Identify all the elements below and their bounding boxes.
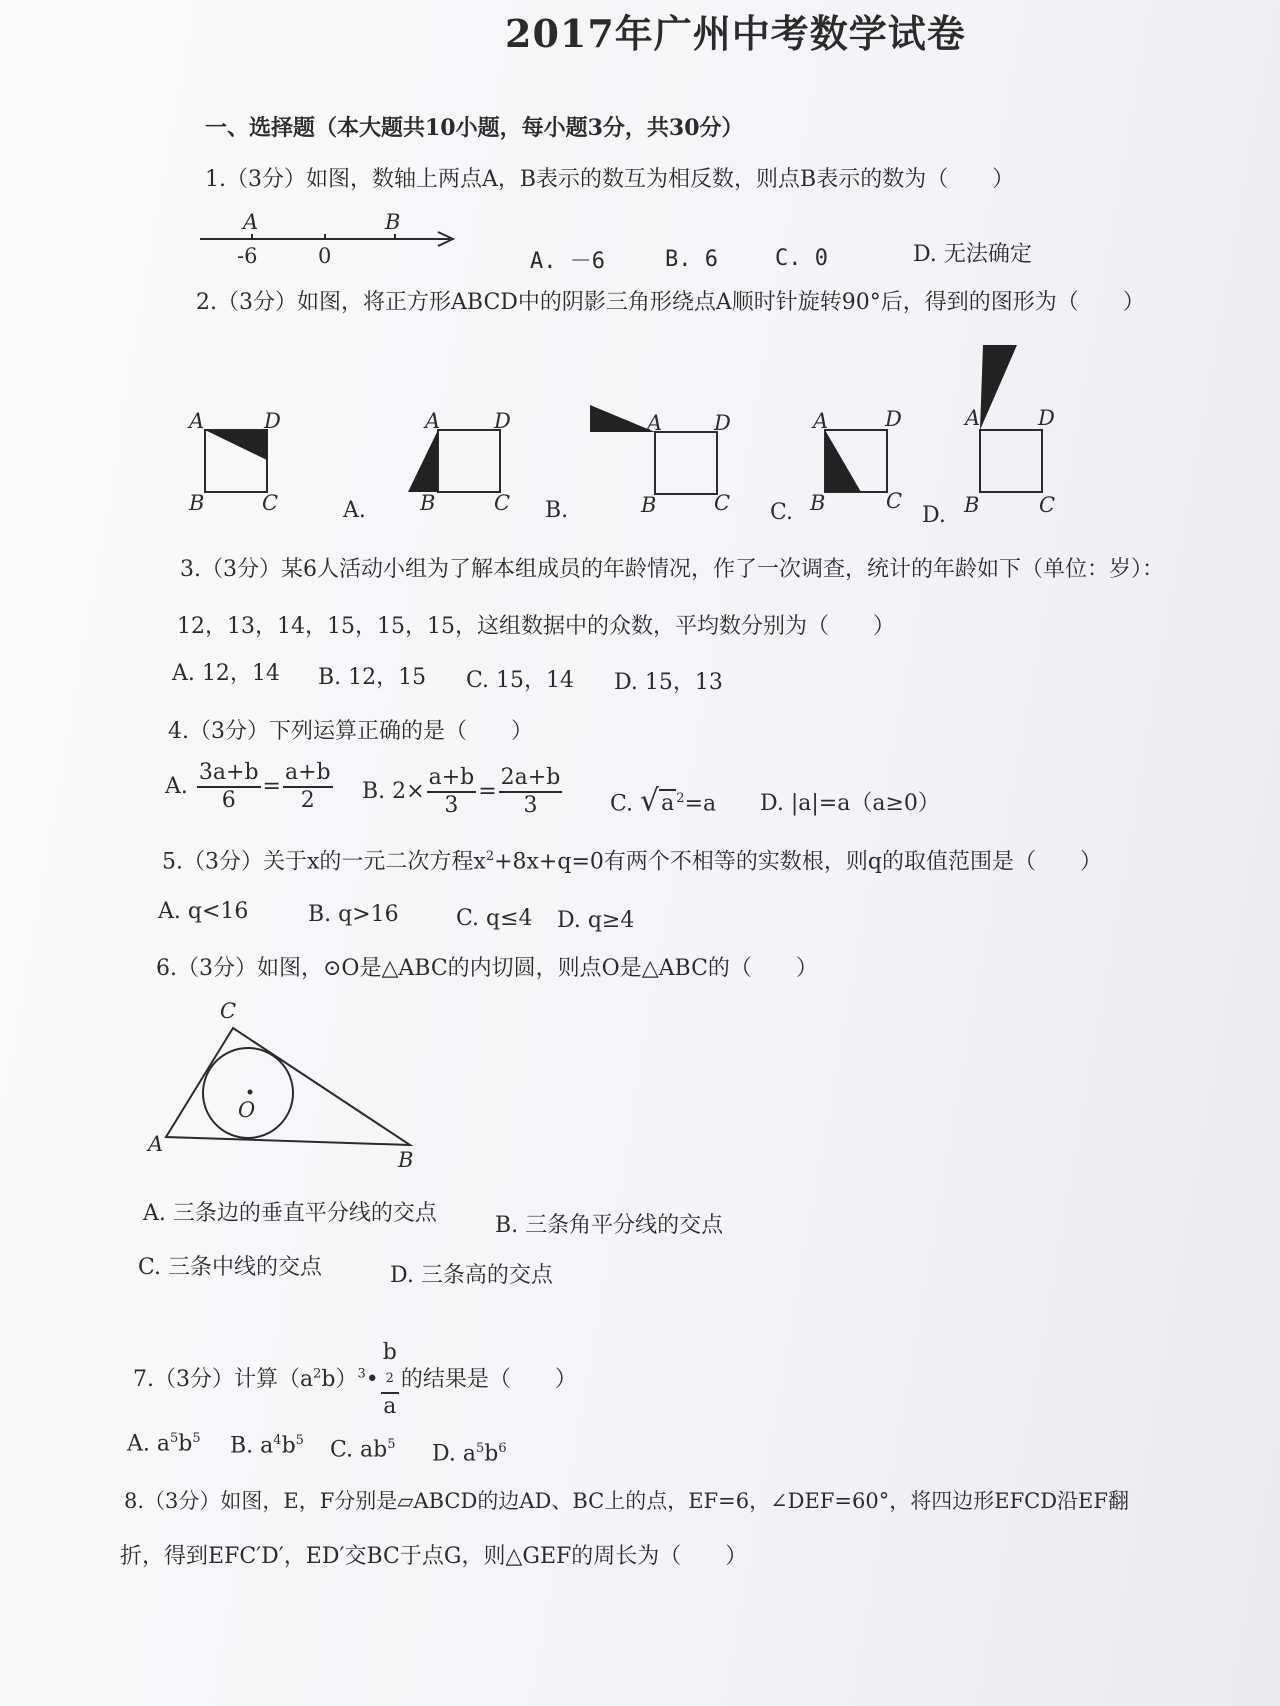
tick-zero: 0 [318, 244, 332, 268]
q1-option-a: A. －6 [530, 249, 605, 274]
q6-option-c: C. 三条中线的交点 [138, 1255, 323, 1280]
q4-option-b: B. 2× $\frac{a+b}{3}$ = $\frac{2a+b}{3}$ [362, 765, 561, 818]
question-4-stem: 4.（3分）下列运算正确的是（ ） [168, 719, 533, 744]
number-line-figure [195, 205, 465, 268]
q7-option-d: D. $a^5b^6$ [432, 1441, 507, 1467]
q2-option-a-label: A. [343, 498, 366, 523]
incircle-triangle-figure [140, 995, 430, 1175]
q2-option-d-figure [955, 340, 1070, 520]
q1-option-c: C. 0 [775, 246, 828, 271]
q2-option-c-figure [805, 400, 930, 515]
q6-option-b: B. 三条角平分线的交点 [495, 1213, 724, 1238]
q5-option-b: B. q>16 [308, 902, 399, 927]
question-5-stem: 5.（3分）关于x的一元二次方程$x^2+8x+q=0$有两个不相等的实数根，则q的取值范围是（ ） [162, 849, 1102, 875]
q2-option-b-label: B. [545, 498, 569, 523]
section-heading: 一、选择题（本大题共10小题，每小题3分，共30分） [205, 115, 744, 141]
svg-text:C: C [714, 491, 731, 515]
page-title: 2017年广州中考数学试卷 [505, 11, 966, 56]
tick-minus-six: -6 [237, 244, 258, 268]
svg-text:B: B [189, 491, 205, 515]
sqrt-symbol-icon: √ [640, 783, 660, 819]
svg-text:B: B [420, 491, 436, 515]
svg-text:A: A [813, 409, 829, 433]
question-8-stem-continued: 折，得到EFC′D′，ED′交BC于点G，则△GEF的周长为（ ） [120, 1544, 748, 1569]
svg-text:A: A [647, 411, 663, 435]
q1-option-d: D. 无法确定 [913, 242, 1032, 267]
q4-option-d: D. |a|=a（a≥0） [760, 791, 940, 816]
svg-text:B: B [398, 1148, 414, 1172]
q3-option-d: D. 15，13 [614, 670, 723, 695]
q2-option-b-figure [585, 400, 745, 515]
q7-option-b: B. $a^4b^5$ [230, 1433, 304, 1459]
svg-text:C: C [886, 489, 903, 513]
svg-text:A: A [148, 1132, 164, 1156]
q5-option-a: A. q<16 [158, 899, 249, 924]
svg-text:B: B [964, 493, 980, 517]
q2-option-c-label: C. [770, 500, 794, 525]
q7-option-c: C. $ab^5$ [330, 1437, 396, 1463]
question-3-stem: 3.（3分）某6人活动小组为了解本组成员的年龄情况，作了一次调查，统计的年龄如下（单位：岁）： [180, 557, 1164, 582]
q1-option-b: B. 6 [665, 247, 718, 272]
q4-option-a: A. $\frac{3a+b}{6}$ = $\frac{a+b}{2}$ [165, 760, 331, 813]
q2-option-d-label: D. [922, 503, 946, 528]
q3-option-c: C. 15，14 [466, 668, 575, 693]
svg-text:C: C [1039, 493, 1056, 517]
svg-text:C: C [262, 491, 279, 515]
q2-option-a-figure [398, 405, 528, 515]
svg-text:A: A [425, 409, 441, 433]
point-a-label: A [243, 210, 259, 234]
point-b-label: B [385, 210, 401, 234]
q3-option-a: A. 12，14 [172, 661, 280, 686]
question-3-stem-data: 12，13，14，15，15，15，这组数据中的众数，平均数分别为（ ） [177, 614, 895, 639]
svg-text:D: D [714, 411, 731, 435]
question-7-stem: 7.（3分）计算$(a^2b)^3•$ b 2 a 的结果是（ ） [133, 1340, 577, 1419]
svg-text:A: A [189, 409, 205, 433]
q6-option-a: A. 三条边的垂直平分线的交点 [143, 1201, 437, 1226]
q6-option-d: D. 三条高的交点 [390, 1263, 553, 1288]
question-8-stem: 8.（3分）如图，E，F分别是▱ABCD的边AD、BC上的点，EF=6，∠DEF=60°，将四边形EFCD沿EF翻 [124, 1489, 1129, 1513]
q4-option-c: C. √a $^2$=a [610, 783, 717, 819]
q5-option-c: C. q≤4 [456, 906, 533, 931]
svg-text:B: B [641, 493, 657, 517]
question-2-stem: 2.（3分）如图，将正方形ABCD中的阴影三角形绕点A顺时针旋转90°后，得到的图形为（ ） [196, 290, 1145, 315]
svg-text:O: O [238, 1098, 256, 1122]
svg-text:C: C [494, 491, 511, 515]
q2-original-square-figure [185, 405, 295, 515]
q7-option-a: A. $a^5b^5$ [127, 1431, 201, 1457]
question-1-stem: 1.（3分）如图，数轴上两点A，B表示的数互为相反数，则点B表示的数为（ ） [205, 167, 1015, 192]
q5-option-d: D. q≥4 [557, 908, 635, 933]
question-6-stem: 6.（3分）如图，⊙O是△ABC的内切圆，则点O是△ABC的（ ） [156, 956, 818, 981]
svg-text:B: B [810, 491, 826, 515]
svg-text:D: D [494, 409, 511, 433]
svg-text:D: D [264, 409, 281, 433]
q3-option-b: B. 12，15 [318, 665, 427, 690]
svg-text:C: C [220, 999, 237, 1023]
svg-text:D: D [885, 407, 902, 431]
svg-text:D: D [1038, 406, 1055, 430]
svg-text:A: A [965, 406, 981, 430]
